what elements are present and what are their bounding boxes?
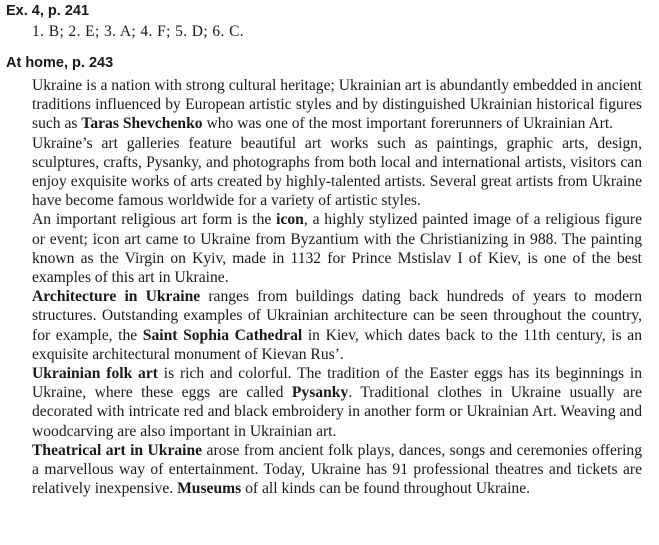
bold-term: Museums xyxy=(177,480,242,498)
paragraph-text: ranges from buildings dating back hundreds of years to modern structures. Outstanding examples of Ukrainian architecture can be seen throughout the country, for example, the xyxy=(32,288,643,344)
home-heading: At home, p. 243 xyxy=(6,55,114,71)
paragraph-folk-art xyxy=(32,364,642,441)
paragraph-icon xyxy=(32,210,642,287)
exercise-heading: Ex. 4, p. 241 xyxy=(6,3,90,19)
paragraph-text: . Traditional clothes in Ukraine usually are decorated with intricate red and black embroidery in another form or Ukrainian Art. Weaving and woodcarving are also important in Ukrainian art. xyxy=(32,384,642,440)
paragraph-text: is rich and colorful. The tradition of the Easter eggs has its beginnings in Ukraine, where these eggs are called xyxy=(32,365,642,402)
paragraph-text: who was one of the most important forerunners of Ukrainian Art. xyxy=(202,115,614,133)
paragraph-text: Ukraine is a nation with strong cultural heritage; Ukrainian art is abundantly embedded in ancient traditions influenced by European artistic styles and by distinguished Ukrainian historical figures such as xyxy=(32,77,642,133)
bold-term: Ukrainian folk art xyxy=(32,365,158,383)
paragraph-text: arose from ancient folk plays, dances, songs and ceremonies offering a marvellous way of entertainment. Today, Ukraine has 91 professional theatres and tickets are relatively inexpensive. xyxy=(32,441,642,498)
paragraph-galleries xyxy=(32,134,642,211)
bold-term: Taras Shevchenko xyxy=(81,115,203,133)
bold-term: Saint Sophia Cathedral xyxy=(142,326,303,344)
bold-term: Architecture in Ukraine xyxy=(32,288,201,306)
paragraph-heritage xyxy=(32,76,642,134)
exercise-answers: 1. B; 2. E; 3. A; 4. F; 5. D; 6. C. xyxy=(32,23,245,40)
bold-term: Pysanky xyxy=(291,384,349,402)
paragraph-text: An important religious art form is the xyxy=(32,211,277,229)
paragraph-text: of all kinds can be found throughout Ukraine. xyxy=(241,480,531,498)
paragraph-text: Ukraine’s art galleries feature beautiful art works such as paintings, graphic arts, design, sculptures, crafts, Pysanky, and photographs from both local and international artists, visitors can enjoy exquisite works of arts created by highly-talented artists. Several great artists from Ukraine have become famous worldwide for a variety of artistic styles. xyxy=(32,134,642,210)
bold-term: icon xyxy=(276,211,304,229)
paragraph-text: , a highly stylized painted image of a religious figure or event; icon art came to Ukraine from Byzantium with the Christianizing in 988. The painting known as the Virgin on Kyiv, made in 1132 for Prince Mstislav I of Kiev, is one of the best examples of this art in Ukraine. xyxy=(32,211,642,287)
paragraph-theatre xyxy=(32,441,642,499)
article-body xyxy=(32,76,642,498)
paragraph-text: in Kiev, which dates back to the 11th century, is an exquisite architectural monument of Kievan Rus’. xyxy=(32,326,642,363)
bold-term: Theatrical art in Ukraine xyxy=(32,441,203,459)
paragraph-architecture xyxy=(32,287,642,364)
